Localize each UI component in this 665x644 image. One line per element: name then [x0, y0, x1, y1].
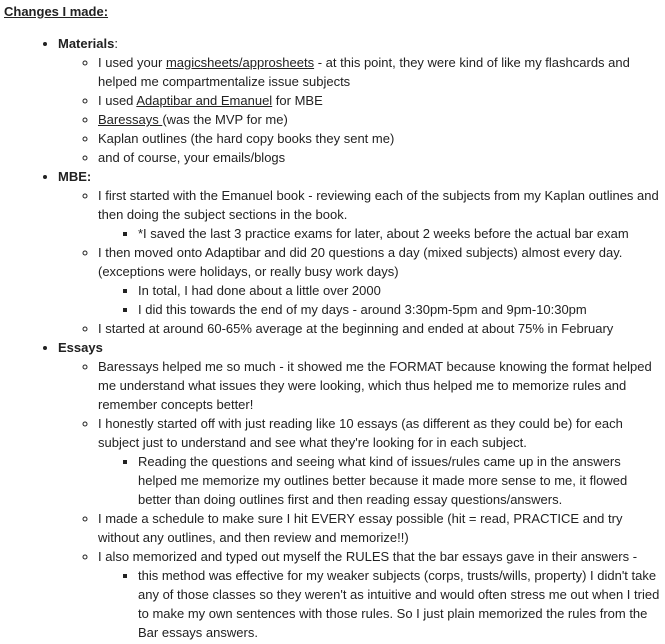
item-text: I also memorized and typed out myself the RULES that the bar essays gave in their answers -	[98, 549, 638, 564]
list-item: ◦ and of course, your emails/blogs	[98, 148, 661, 167]
list-item: ▪ Reading the questions and seeing what kind of issues/rules came up in the answers helped me memorize my outlines better because it made more sense to me, it flowed better than doing outlines first and then reading essay questions/answers.	[138, 452, 661, 509]
item-text: - at this point, they were kind of like my flashcards and helped me compartmentalize issue subjects	[98, 55, 630, 89]
sub-list	[98, 281, 661, 319]
essays-label: Essays	[58, 340, 103, 355]
list-item	[98, 186, 661, 243]
materials-label: Materials	[58, 36, 115, 51]
section-essays	[58, 338, 661, 642]
item-text: I first started with the Emanuel book - reviewing each of the subjects from my Kaplan outlines and then doing the subject sections in the book.	[98, 188, 659, 222]
magicsheets-link[interactable]: magicsheets/approsheets	[165, 55, 315, 70]
section-mbe	[58, 167, 661, 338]
list-item: ◦ I started at around 60-65% average at the beginning and ended at about 75% in February	[98, 319, 661, 338]
adaptibar-emanuel-link[interactable]: Adaptibar and Emanuel	[136, 93, 273, 108]
list-item: ▪ I did this towards the end of my days - around 3:30pm-5pm and 9pm-10:30pm	[138, 300, 661, 319]
list-item: ◦ I made a schedule to make sure I hit EVERY essay possible (hit = read, PRACTICE and try without any outlines, and then review and memorize!!)	[98, 509, 661, 547]
baressays-link[interactable]: Baressays	[98, 112, 163, 127]
list-item	[98, 53, 661, 91]
essays-list	[58, 357, 661, 642]
list-item	[98, 110, 661, 129]
item-text: I honestly started off with just reading like 10 essays (as different as they could be) for each subject just to understand and see what they're looking for in each subject.	[98, 416, 623, 450]
list-item: ▪ this method was effective for my weaker subjects (corps, trusts/wills, property) I didn't take any of those classes so they weren't as intuitive and would often stress me out when I tried to make my own sentences with those rules. So I just plain memorized the rules from the Bar essays answers.	[138, 566, 661, 642]
sub-list	[98, 224, 661, 243]
item-text: I used your	[98, 55, 166, 70]
list-item: ▪ In total, I had done about a little over 2000	[138, 281, 661, 300]
materials-suffix: :	[114, 36, 118, 51]
list-item: ▪ *I saved the last 3 practice exams for later, about 2 weeks before the actual bar exam	[138, 224, 661, 243]
item-text: for MBE	[272, 93, 323, 108]
main-list	[4, 34, 661, 642]
sub-list	[98, 566, 661, 642]
materials-list	[58, 53, 661, 167]
list-item	[98, 547, 661, 642]
mbe-label: MBE:	[58, 169, 92, 184]
list-item: ◦ Kaplan outlines (the hard copy books they sent me)	[98, 129, 661, 148]
item-text: (was the MVP for me)	[162, 112, 288, 127]
list-item	[98, 414, 661, 509]
sub-list	[98, 452, 661, 509]
mbe-list	[58, 186, 661, 338]
list-item: ◦ Baressays helped me so much - it showed me the FORMAT because knowing the format helped me understand what issues they were looking, which thus helped me to memorize rules and remember concepts better!	[98, 357, 661, 414]
page-heading: Changes I made:	[4, 4, 109, 19]
section-materials	[58, 34, 661, 167]
list-item	[98, 243, 661, 319]
list-item	[98, 91, 661, 110]
item-text: I then moved onto Adaptibar and did 20 questions a day (mixed subjects) almost every day. (exceptions were holidays, or really busy work days)	[98, 245, 623, 279]
item-text: I used	[98, 93, 137, 108]
